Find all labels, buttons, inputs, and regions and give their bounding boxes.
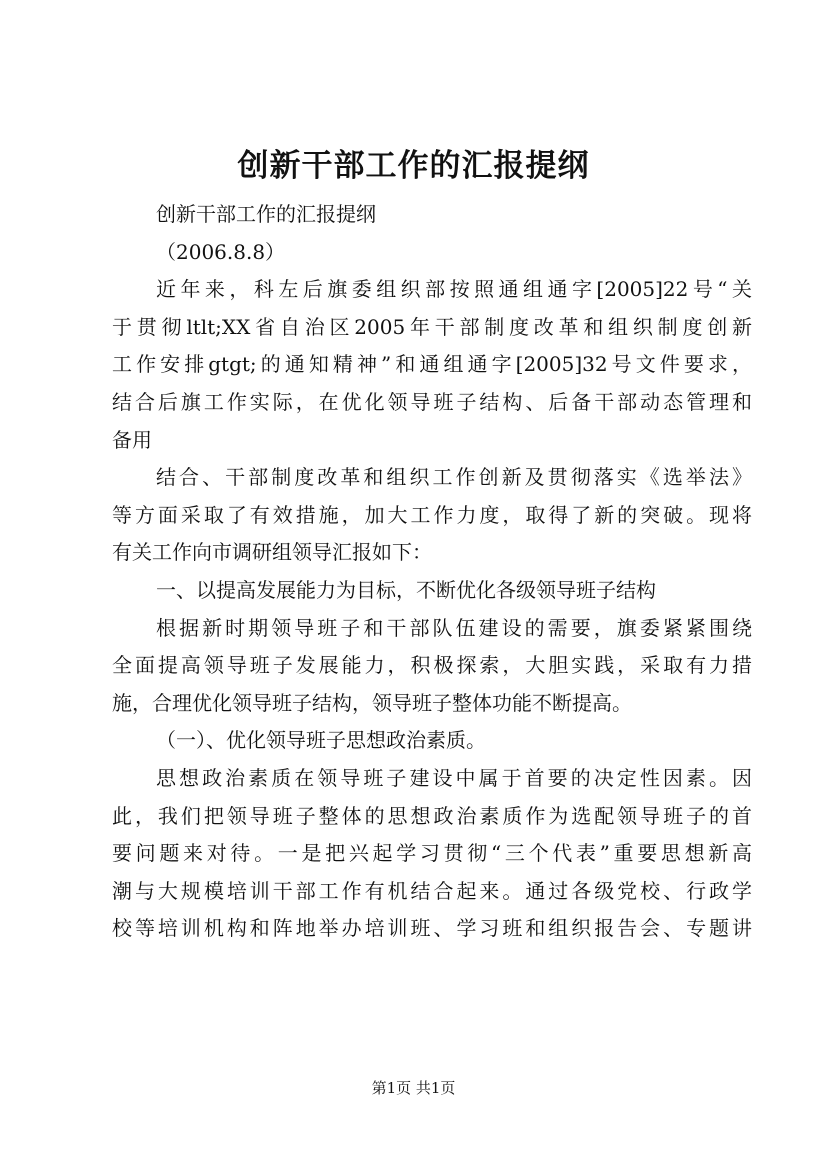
text-line: 备用 xyxy=(112,427,152,452)
text-line: 创新干部工作的汇报提纲 xyxy=(156,202,376,226)
document-title: 创新干部工作的汇报提纲 xyxy=(237,148,590,184)
text-line: 施，合理优化领导班子结构，领导班子整体功能不断提高。 xyxy=(112,690,632,715)
text-line: （2006.8.8） xyxy=(156,239,286,264)
text-line: 结合后旗工作实际，在优化领导班子结构、后备干部动态管理和 xyxy=(112,389,752,414)
document-body xyxy=(112,196,752,948)
text-line: 思想政治素质在领导班子建设中属于首要的决定性因素。因 xyxy=(156,765,752,790)
text-line: 根据新时期领导班子和干部队伍建设的需要，旗委紧紧围绕 xyxy=(156,615,752,640)
page-footer: 第1页 共1页 xyxy=(371,1079,456,1097)
text-line: 工作安排gtgt;的通知精神”和通组通字[2005]32号文件要求， xyxy=(112,352,752,377)
text-line: 等方面采取了有效措施，加大工作力度，取得了新的突破。现将 xyxy=(112,502,752,527)
text-line: 此，我们把领导班子整体的思想政治素质作为选配领导班子的首 xyxy=(112,803,752,828)
text-line: 有关工作向市调研组领导汇报如下： xyxy=(112,540,432,565)
text-line: 近年来，科左后旗委组织部按照通组通字[2005]22号“关 xyxy=(156,277,752,302)
text-line: 潮与大规模培训干部工作有机结合起来。通过各级党校、行政学 xyxy=(112,878,752,903)
text-line: 要问题来对待。一是把兴起学习贯彻“三个代表”重要思想新高 xyxy=(112,841,752,866)
text-line: 校等培训机构和阵地举办培训班、学习班和组织报告会、专题讲 xyxy=(112,916,752,941)
section-heading: 一、以提高发展能力为目标，不断优化各级领导班子结构 xyxy=(156,577,656,602)
text-line: 于贯彻ltlt;XX省自治区2005年干部制度改革和组织制度创新 xyxy=(112,314,752,339)
subsection-heading: （一）、优化领导班子思想政治素质。 xyxy=(156,728,486,753)
text-line: 结合、干部制度改革和组织工作创新及贯彻落实《选举法》 xyxy=(156,465,752,490)
text-line: 全面提高领导班子发展能力，积极探索，大胆实践，采取有力措 xyxy=(112,653,752,678)
